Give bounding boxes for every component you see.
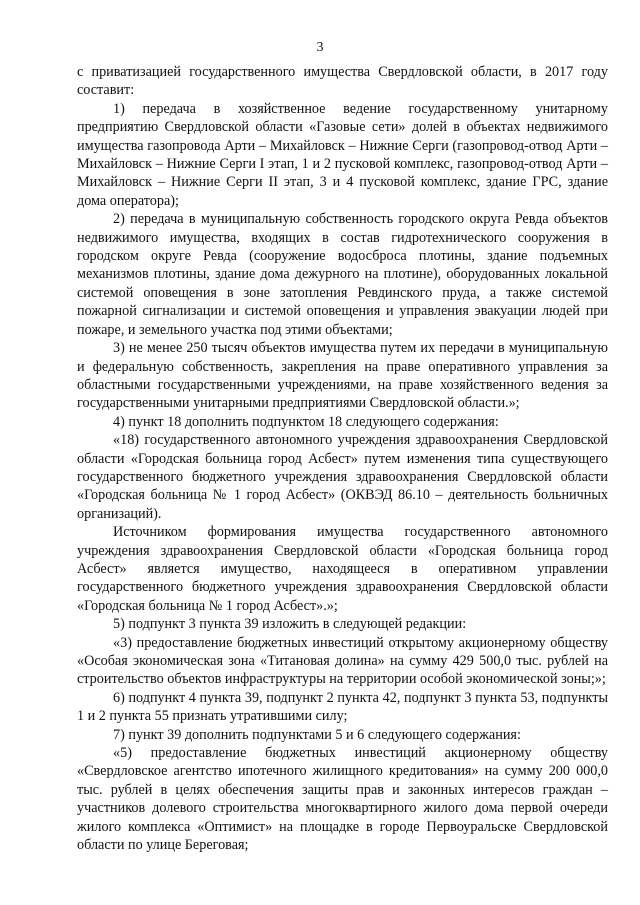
document-body [77,63,608,854]
paragraph-sub-3: «3) предоставление бюджетных инвестиций открытому акционерному обществу «Особая экономическая зона «Титановая долина» на сумму 429 500,0 тыс. рублей на строительство объектов инфраструктуры на территории особой экономической зоны;»; [77,634,608,688]
paragraph-funding-source: Источником формирования имущества государственного автономного учреждения здравоохранения Свердловской области «Городская больница город Асбест» является имущество, находящееся в оперативном управлении государственного бюджетного учреждения здравоохранения Свердловской области «Городская больница № 1 город Асбест».»; [77,524,608,614]
paragraph-amend-6: 6) подпункт 4 пункта 39, подпункт 2 пункта 42, подпункт 3 пункта 53, подпункты 1 и 2 пункта 55 признать утратившими силу; [77,689,608,725]
paragraph-sub-5: «5) предоставление бюджетных инвестиций акционерному обществу «Свердловское агентство ипотечного жилищного кредитования» на сумму 200 000,0 тыс. рублей в целях обеспечения защиты прав и законных интересов граждан – участников долевого строительства многоквартирного жилого дома первой очереди жилого комплекса «Оптимист» на площадке в городе Первоуральске Свердловской области по улице Береговая; [77,745,608,854]
paragraph-item-1: 1) передача в хозяйственное ведение государственному унитарному предприятию Свердловской области «Газовые сети» долей в объектах недвижимого имущества газопровода Арти – Михайловск – Нижние Серги (газопровод-отвод Арти – Михайловск – Нижние Серги I этап, 1 и 2 пусковой комплекс, газопровод-отвод Арти – Михайловск – Нижние Серги II этап, 3 и 4 пусковой комплекс, здание ГРС, здание дома оператора); [77,100,608,209]
paragraph-amend-7: 7) пункт 39 дополнить подпунктами 5 и 6 следующего содержания: [113,726,521,743]
paragraph-item-3: 3) не менее 250 тысяч объектов имущества путем их передачи в муниципальную и федеральную собственность, закрепления на праве оперативного управления за областными государственными учреждениями, на праве хозяйственного ведения за государственными унитарными предприятиями Свердловской области.»; [77,340,608,412]
paragraph-amend-5: 5) подпункт 3 пункта 39 изложить в следующей редакции: [113,616,467,633]
paragraph-item-2: 2) передача в муниципальную собственность городского округа Ревда объектов недвижимого имущества, входящих в состав гидротехнического сооружения в городском округе Ревда (сооружение водосброса плотины, здание подъемных механизмов плотины, здание дома дежурного на плотине), оборудованных локальной системой оповещения в зоне затопления Ревдинского пруда, а также системой пожарной сигнализации и системой оповещения и управления эвакуации людей при пожаре, и земельного участка под этими объектами; [77,211,608,338]
page-number: 3 [316,40,324,55]
paragraph-sub-18: «18) государственного автономного учреждения здравоохранения Свердловской области «Городская больница город Асбест» путем изменения типа существующего государственного бюджетного учреждения здравоохранения Свердловской области «Городская больница № 1 город Асбест» (ОКВЭД 86.10 – деятельность больничных организаций). [77,432,608,522]
paragraph-amend-4: 4) пункт 18 дополнить подпунктом 18 следующего содержания: [113,413,499,430]
paragraph-intro-continuation: с приватизацией государственного имущества Свердловской области, в 2017 году составит: [77,64,608,99]
